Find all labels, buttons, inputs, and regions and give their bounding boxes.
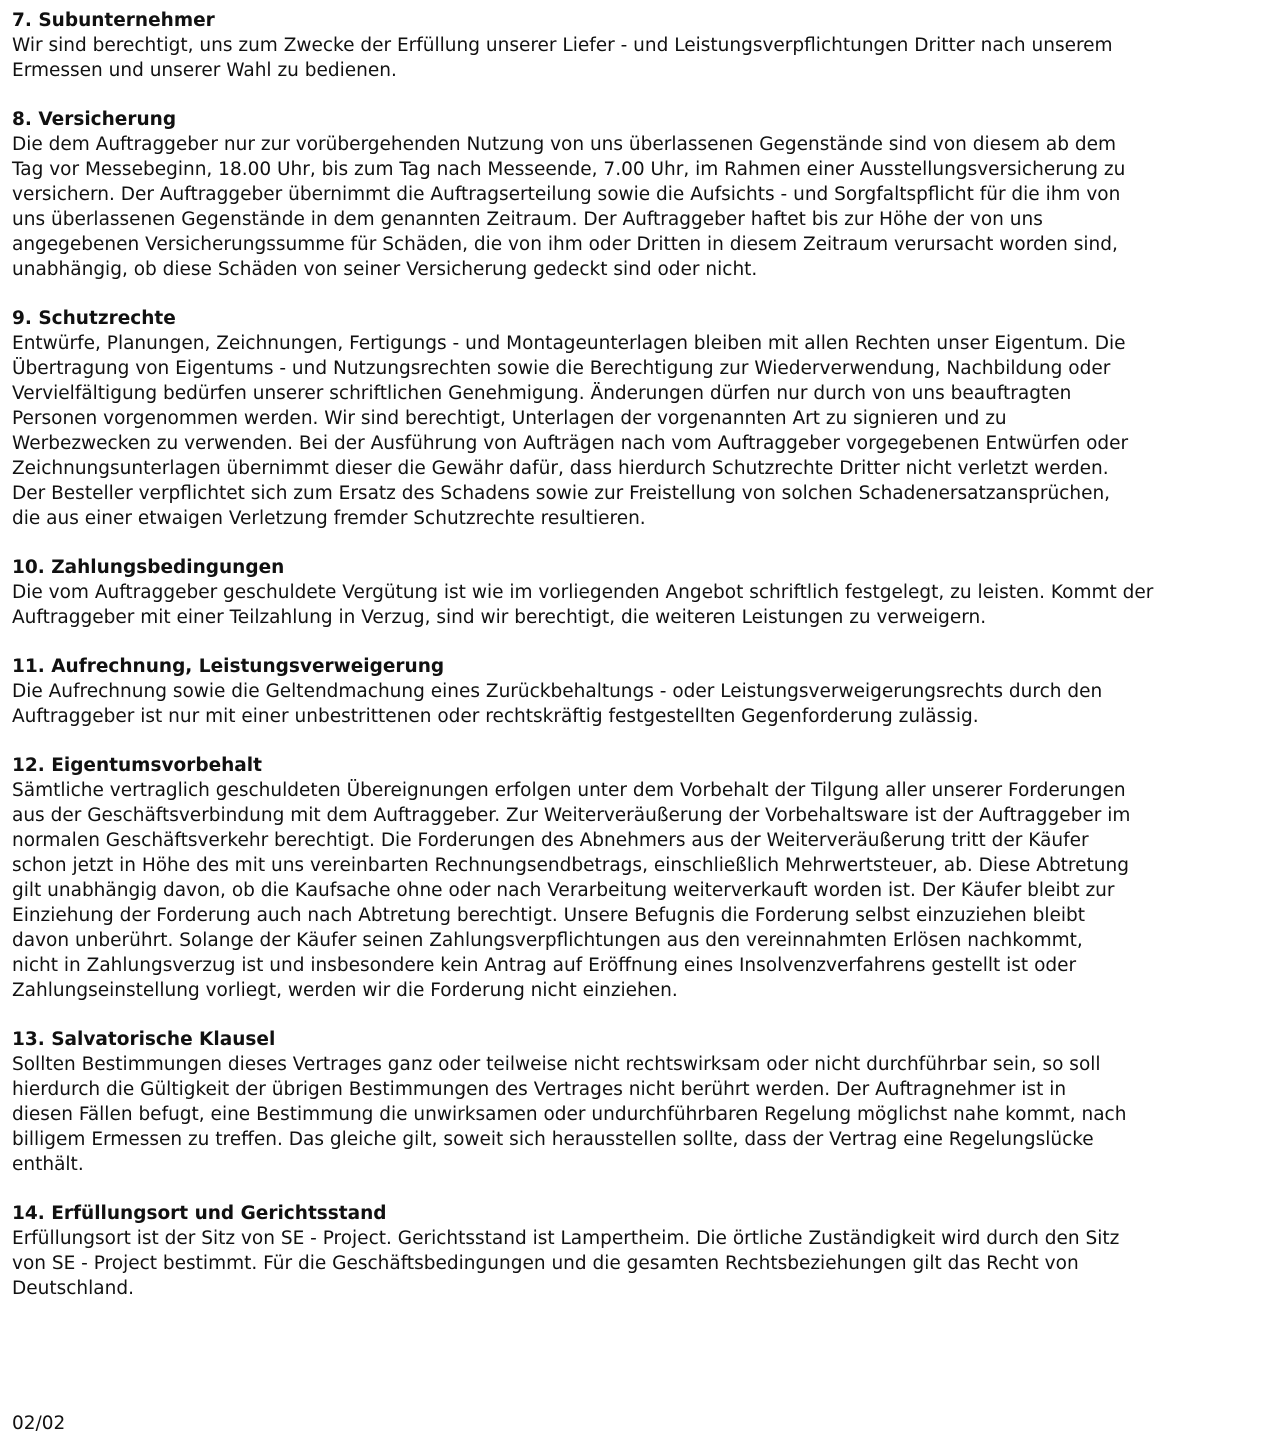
text-line: Auftraggeber ist nur mit einer unbestrittenen oder rechtskräftig festgestellten Gegenforderung zulässig. <box>12 706 979 727</box>
section <box>12 753 1276 1003</box>
text-line: Der Besteller verpflichtet sich zum Ersatz des Schadens sowie zur Freistellung von solchen Schadenersatzansprüchen, <box>12 483 1111 504</box>
section-body <box>12 679 1276 729</box>
text-line: Ermessen und unserer Wahl zu bedienen. <box>12 60 397 81</box>
section <box>12 654 1276 729</box>
section-heading: 13. Salvatorische Klausel <box>12 1029 276 1050</box>
text-line: Deutschland. <box>12 1278 134 1299</box>
section <box>12 8 1276 83</box>
page-number: 02/02 <box>12 1413 66 1434</box>
text-line: Werbezwecken zu verwenden. Bei der Ausführung von Aufträgen nach vom Auftraggeber vorgegebenen Entwürfen oder <box>12 433 1129 454</box>
text-line: diesen Fällen befugt, eine Bestimmung die unwirksamen oder undurchführbaren Regelung möglichst nahe kommt, nach <box>12 1104 1127 1125</box>
text-line: versichern. Der Auftraggeber übernimmt die Auftragserteilung sowie die Aufsichts - und Sorgfaltspflicht für die ihm von <box>12 184 1121 205</box>
text-line: Tag vor Messebeginn, 18.00 Uhr, bis zum Tag nach Messeende, 7.00 Uhr, im Rahmen einer Ausstellungsversicherung zu <box>12 159 1126 180</box>
text-line: Einziehung der Forderung auch nach Abtretung berechtigt. Unsere Befugnis die Forderung selbst einzuziehen bleibt <box>12 905 1085 926</box>
text-line: Personen vorgenommen werden. Wir sind berechtigt, Unterlagen der vorgenannten Art zu signieren und zu <box>12 408 1007 429</box>
text-line: Zeichnungsunterlagen übernimmt dieser die Gewähr dafür, dass hierdurch Schutzrechte Dritter nicht verletzt werden. <box>12 458 1109 479</box>
section <box>12 306 1276 531</box>
text-line: gilt unabhängig davon, ob die Kaufsache ohne oder nach Verarbeitung weiterverkauft worden ist. Der Käufer bleibt zur <box>12 880 1115 901</box>
text-line: davon unberührt. Solange der Käufer seinen Zahlungsverpflichtungen aus den vereinnahmten Erlösen nachkommt, <box>12 930 1083 951</box>
section-heading: 12. Eigentumsvorbehalt <box>12 755 262 776</box>
text-line: Zahlungseinstellung vorliegt, werden wir die Forderung nicht einziehen. <box>12 980 678 1001</box>
section-body <box>12 580 1276 630</box>
section <box>12 555 1276 630</box>
section-body <box>12 33 1276 83</box>
text-line: die aus einer etwaigen Verletzung fremder Schutzrechte resultieren. <box>12 508 646 529</box>
section-heading: 11. Aufrechnung, Leistungsverweigerung <box>12 656 445 677</box>
text-line: uns überlassenen Gegenstände in dem genannten Zeitraum. Der Auftraggeber haftet bis zur Höhe der von uns <box>12 209 1043 230</box>
text-line: Sämtliche vertraglich geschuldeten Übereignungen erfolgen unter dem Vorbehalt der Tilgung aller unserer Forderungen <box>12 780 1126 801</box>
text-line: Sollten Bestimmungen dieses Vertrages ganz oder teilweise nicht rechtswirksam oder nicht durchführbar sein, so soll <box>12 1054 1101 1075</box>
text-line: von SE - Project bestimmt. Für die Geschäftsbedingungen und die gesamten Rechtsbeziehungen gilt das Recht von <box>12 1253 1079 1274</box>
section-body <box>12 778 1276 1003</box>
section-body <box>12 132 1276 282</box>
section-body <box>12 331 1276 531</box>
text-line: Übertragung von Eigentums - und Nutzungsrechten sowie die Berechtigung zur Wiederverwendung, Nachbildung oder <box>12 358 1111 379</box>
text-line: Erfüllungsort ist der Sitz von SE - Project. Gerichtsstand ist Lampertheim. Die örtliche Zuständigkeit wird durch den Sitz <box>12 1228 1120 1249</box>
text-line: nicht in Zahlungsverzug ist und insbesondere kein Antrag auf Eröffnung eines Insolvenzverfahrens gestellt ist oder <box>12 955 1077 976</box>
section <box>12 107 1276 282</box>
text-line: Wir sind berechtigt, uns zum Zwecke der Erfüllung unserer Liefer - und Leistungsverpflichtungen Dritter nach unserem <box>12 35 1113 56</box>
text-line: Entwürfe, Planungen, Zeichnungen, Fertigungs - und Montageunterlagen bleiben mit allen Rechten unser Eigentum. Die <box>12 333 1126 354</box>
text-line: aus der Geschäftsverbindung mit dem Auftraggeber. Zur Weiterveräußerung der Vorbehaltsware ist der Auftraggeber im <box>12 805 1131 826</box>
section-heading: 9. Schutzrechte <box>12 308 176 329</box>
section-heading: 10. Zahlungsbedingungen <box>12 557 285 578</box>
text-line: angegebenen Versicherungssumme für Schäden, die von ihm oder Dritten in diesem Zeitraum verursacht worden sind, <box>12 234 1118 255</box>
section-heading: 14. Erfüllungsort und Gerichtsstand <box>12 1203 387 1224</box>
text-line: schon jetzt in Höhe des mit uns vereinbarten Rechnungsendbetrags, einschließlich Mehrwertsteuer, ab. Diese Abtretung <box>12 855 1129 876</box>
section-heading: 7. Subunternehmer <box>12 10 215 31</box>
section-heading: 8. Versicherung <box>12 109 177 130</box>
text-line: hierdurch die Gültigkeit der übrigen Bestimmungen des Vertrages nicht berührt werden. Der Auftragnehmer ist in <box>12 1079 1067 1100</box>
document-page <box>12 8 1276 1325</box>
text-line: Die dem Auftraggeber nur zur vorübergehenden Nutzung von uns überlassenen Gegenstände sind von diesem ab dem <box>12 134 1117 155</box>
section-body <box>12 1226 1276 1301</box>
text-line: normalen Geschäftsverkehr berechtigt. Die Forderungen des Abnehmers aus der Weiterveräußerung tritt der Käufer <box>12 830 1089 851</box>
text-line: enthält. <box>12 1154 84 1175</box>
text-line: Die vom Auftraggeber geschuldete Vergütung ist wie im vorliegenden Angebot schriftlich festgelegt, zu leisten. Kommt der <box>12 582 1154 603</box>
section-body <box>12 1052 1276 1177</box>
section <box>12 1027 1276 1177</box>
text-line: Vervielfältigung bedürfen unserer schriftlichen Genehmigung. Änderungen dürfen nur durch von uns beauftragten <box>12 383 1072 404</box>
text-line: unabhängig, ob diese Schäden von seiner Versicherung gedeckt sind oder nicht. <box>12 259 758 280</box>
text-line: Die Aufrechnung sowie die Geltendmachung eines Zurückbehaltungs - oder Leistungsverweigerungsrechts durch den <box>12 681 1103 702</box>
text-line: billigem Ermessen zu treffen. Das gleiche gilt, soweit sich herausstellen sollte, dass der Vertrag eine Regelungslücke <box>12 1129 1094 1150</box>
section <box>12 1201 1276 1301</box>
text-line: Auftraggeber mit einer Teilzahlung in Verzug, sind wir berechtigt, die weiteren Leistungen zu verweigern. <box>12 607 987 628</box>
